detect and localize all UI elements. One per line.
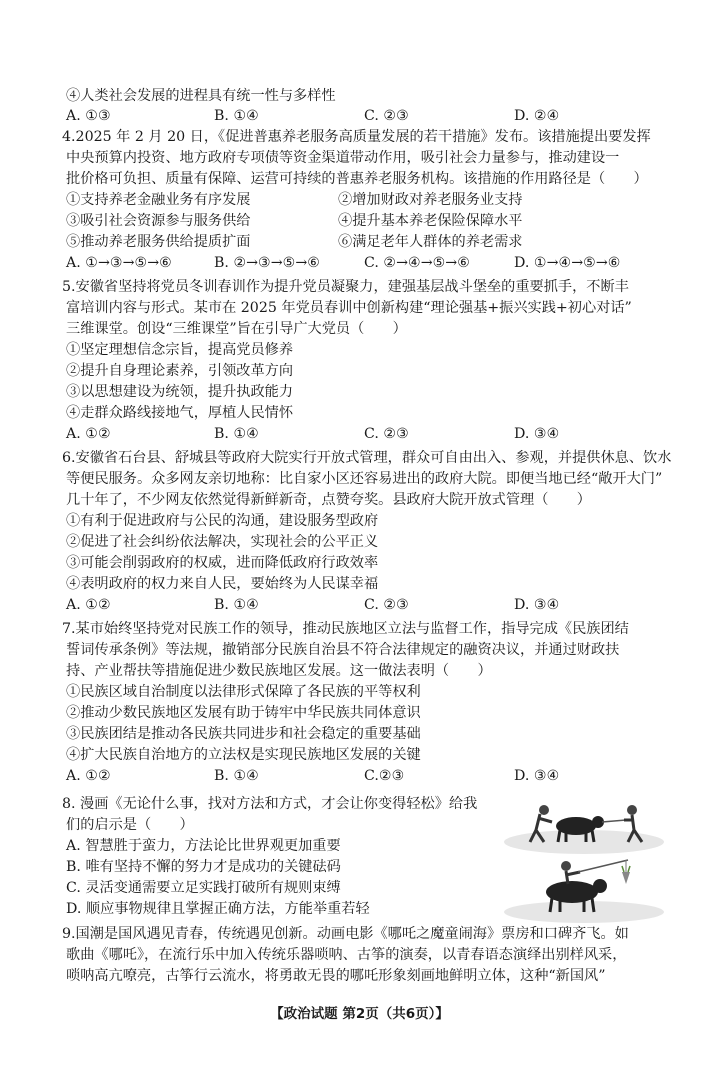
q6-item-3: ③可能会削弱政府的权威，进而降低政府行政效率	[66, 555, 379, 571]
q5-item-1: ①坚定理想信念宗旨，提高党员修养	[66, 342, 294, 358]
page-footer: 【政治试题 第2页（共6页）】	[270, 1006, 449, 1022]
q4-choice-a: A. ①→③→⑤→⑥	[66, 255, 172, 271]
q9-stem-2: 歌曲《哪吒》，在流行乐中加入传统乐器唢呐、古筝的演奏，以青春语态演绎出别样风采，	[66, 947, 627, 963]
q8-option-a: A. 智慧胜于蛮力，方法论比世界观更加重要	[66, 838, 341, 854]
q6-stem-2: 等便民服务。众多网友亲切地称：比自家小区还容易进出的政府大院。即便当地已经“敞开大门”	[66, 471, 663, 487]
q6-choice-b: B. ①④	[214, 597, 259, 613]
q3-choice-d: D. ②④	[514, 108, 560, 124]
cartoon-illustration	[500, 800, 668, 925]
q6-item-2: ②促进了社会纠纷依法解决，实现社会的公平正义	[66, 534, 379, 550]
q4-stem-1: 4.2025 年 2 月 20 日，《促进普惠养老服务高质量发展的若干措施》发布。该措施提出要发挥	[62, 129, 651, 145]
q5-item-2: ②提升自身理论素养，引领改革方向	[66, 363, 294, 379]
q3-choice-b: B. ①④	[214, 108, 259, 124]
q4-item-2: ②增加财政对养老服务业支持	[338, 192, 523, 208]
q8-option-d: D. 顺应事物规律且掌握正确方法，方能举重若轻	[66, 901, 370, 917]
q7-item-4: ④扩大民族自治地方的立法权是实现民族地区发展的关键	[66, 747, 421, 763]
q4-choice-b: B. ②→③→⑤→⑥	[214, 255, 320, 271]
q6-stem-1: 6.安徽省石台县、舒城县等政府大院实行开放式管理，群众可自由出入、参观，并提供休息、饮水	[62, 450, 672, 466]
q3-choice-a: A. ①③	[66, 108, 111, 124]
q5-choice-d: D. ③④	[514, 426, 560, 442]
q6-choice-d: D. ③④	[514, 597, 560, 613]
q5-item-3: ③以思想建设为统领，提升执政能力	[66, 384, 294, 400]
q4-item-4: ④提升基本养老保险保障水平	[338, 213, 523, 229]
q4-stem-2: 中央预算内投资、地方政府专项债等资金渠道带动作用，吸引社会力量参与，推动建设一	[66, 150, 620, 166]
q4-choice-c: C. ②→④→⑤→⑥	[364, 255, 470, 271]
q7-item-3: ③民族团结是推动各民族共同进步和社会稳定的重要基础	[66, 726, 421, 742]
q4-item-1: ①支持养老金融业务有序发展	[66, 192, 251, 208]
q4-choice-d: D. ①→④→⑤→⑥	[514, 255, 621, 271]
q7-item-2: ②推动少数民族地区发展有助于铸牢中华民族共同体意识	[66, 705, 421, 721]
q5-stem-1: 5.安徽省坚持将党员冬训春训作为提升党员凝聚力，建强基层战斗堡垒的重要抓手，不断丰	[62, 279, 629, 295]
q5-stem-3: 三维课堂。创设“三维课堂”旨在引导广大党员（ ）	[66, 321, 407, 337]
q5-choice-a: A. ①②	[66, 426, 111, 442]
q7-stem-3: 持、产业帮扶等措施促进少数民族地区发展。这一做法表明（ ）	[66, 663, 492, 679]
q7-item-1: ①民族区域自治制度以法律形式保障了各民族的平等权利	[66, 684, 421, 700]
q6-choice-c: C. ②③	[364, 597, 409, 613]
q6-item-1: ①有利于促进政府与公民的沟通，建设服务型政府	[66, 513, 379, 529]
q7-choice-b: B. ①④	[214, 768, 259, 784]
q8-option-b: B. 唯有坚持不懈的努力才是成功的关键砝码	[66, 859, 341, 875]
q5-item-4: ④走群众路线接地气，厚植人民情怀	[66, 405, 294, 421]
q5-choice-b: B. ①④	[214, 426, 259, 442]
q6-stem-3: 几十年了，不少网友依然觉得新鲜新奇，点赞夸奖。县政府大院开放式管理（ ）	[66, 492, 591, 508]
q7-stem-1: 7.某市始终坚持党对民族工作的领导，推动民族地区立法与监督工作，指导完成《民族团结	[62, 621, 629, 637]
q7-choice-a: A. ①②	[66, 768, 111, 784]
q8-option-c: C. 灵活变通需要立足实践打破所有规则束缚	[66, 880, 341, 896]
q4-item-3: ③吸引社会资源参与服务供给	[66, 213, 251, 229]
q4-item-5: ⑤推动养老服务供给提质扩面	[66, 234, 251, 250]
q3-option-4: ④人类社会发展的进程具有统一性与多样性	[66, 88, 336, 104]
q5-stem-2: 富培训内容与形式。某市在 2025 年党员春训中创新构建“理论强基+振兴实践+初心对话”	[66, 300, 632, 316]
q6-item-4: ④表明政府的权力来自人民，要始终为人民谋幸福	[66, 576, 379, 592]
q6-choice-a: A. ①②	[66, 597, 111, 613]
q5-choice-c: C. ②③	[364, 426, 409, 442]
q7-choice-c: C.②③	[364, 768, 405, 784]
q7-stem-2: 誓词传承条例》等法规，撤销部分民族自治县不符合法律规定的融资决议，并通过财政扶	[66, 642, 620, 658]
q3-choice-c: C. ②③	[364, 108, 409, 124]
q8-stem-2: 们的启示是（ ）	[66, 817, 194, 833]
q9-stem-3: 唢呐高亢嘹亮，古筝行云流水，将勇敢无畏的哪吒形象刻画地鲜明立体，这种“新国风”	[66, 968, 606, 984]
q9-stem-1: 9.国潮是国风遇见青春，传统遇见创新。动画电影《哪吒之魔童闹海》票房和口碑齐飞。如	[62, 926, 629, 942]
q4-item-6: ⑥满足老年人群体的养老需求	[338, 234, 523, 250]
q7-choice-d: D. ③④	[514, 768, 560, 784]
q4-stem-3: 批价格可负担、质量有保障、运营可持续的普惠养老服务机构。该措施的作用路径是（ ）	[66, 171, 648, 187]
q8-stem-1: 8. 漫画《无论什么事，找对方法和方式，才会让你变得轻松》给我	[62, 796, 478, 812]
